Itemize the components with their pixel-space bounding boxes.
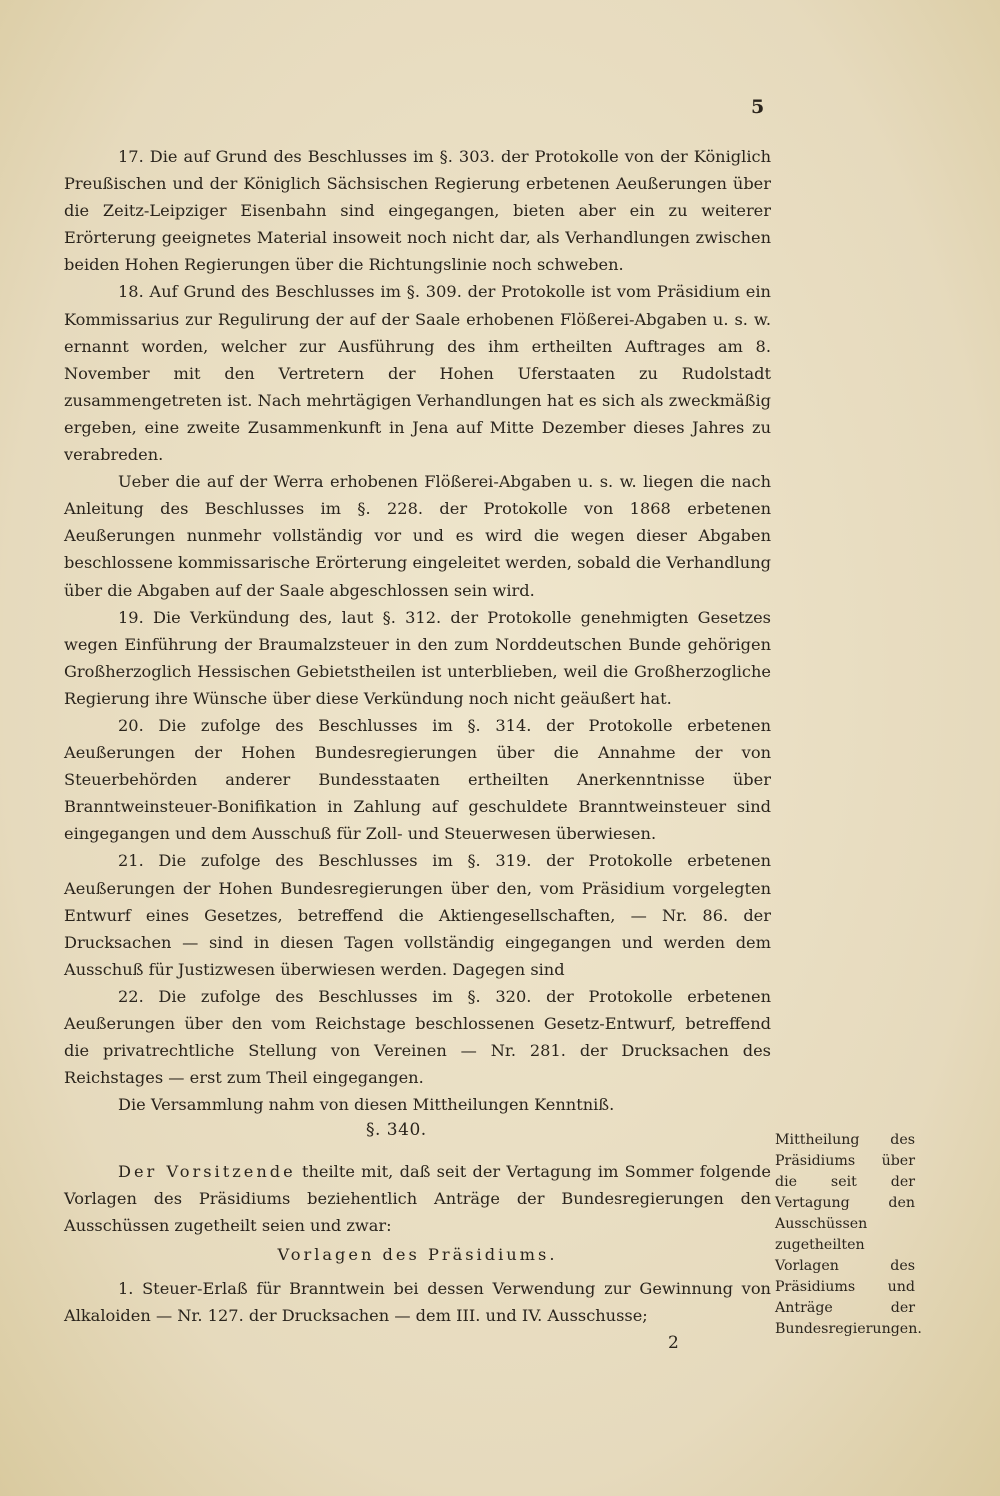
margin-note: Mittheilung des Präsidiums über die seit der Vertagung den Ausschüssen zugetheilten Vorlagen des Präsidiums und Anträge der Bundesregierungen. xyxy=(775,1132,922,1337)
paragraph-closing: Die Versammlung nahm von diesen Mittheilungen Kenntniß. xyxy=(118,1095,615,1115)
speaker-label: Der Vorsitzende xyxy=(118,1162,296,1181)
section-intro xyxy=(64,1158,771,1239)
intro-paragraph xyxy=(64,1158,771,1239)
intro-text: theilte mit, daß seit der Vertagung im Sommer folgende Vorlagen des Präsidiums beziehentlich Anträge der Bundesregierungen den Ausschüssen zugetheilt seien und zwar: xyxy=(64,1162,771,1236)
signature-mark: 2 xyxy=(668,1333,679,1353)
paragraph-17: 17. Die auf Grund des Beschlusses im §. 303. der Protokolle von der Königlich Preußischen und der Königlich Sächsischen Regierung erbetenen Aeußerungen über die Zeitz-Leipziger Eisenbahn sind eingegangen, bieten aber ein zu weiterer Erörterung geeignetes Material insoweit noch nicht dar, als Verhandlungen zwischen beiden Hohen Regierungen über die Richtungslinie noch schweben. xyxy=(64,147,771,275)
paragraph-20: 20. Die zufolge des Beschlusses im §. 314. der Protokolle erbetenen Aeußerungen der Hohen Bundesregierungen über die Annahme der von Steuerbehörden anderer Bundesstaaten ertheilten Anerkenntnisse über Branntweinsteuer-Bonifikation in Zahlung auf geschuldete Branntweinsteuer sind eingegangen und dem Ausschuß für Zoll- und Steuerwesen überwiesen. xyxy=(64,715,771,844)
paragraph-19: 19. Die Verkündung des, laut §. 312. der Protokolle genehmigten Gesetzes wegen Einführung der Braumalzsteuer in den zum Norddeutschen Bunde gehörigen Großherzoglich Hessischen Gebietstheilen ist unterblieben, weil die Großherzogliche Regierung ihre Wünsche über diese Verkündung noch nicht geäußert hat. xyxy=(64,607,771,708)
paragraph-21: 21. Die zufolge des Beschlusses im §. 319. der Protokolle erbetenen Aeußerungen der Hohen Bundesregierungen über den, vom Präsidium vorgelegten Entwurf eines Gesetzes, betreffend die Aktiengesellschaften, — Nr. 86. der Drucksachen — sind in diesen Tagen vollständig eingegangen und werden dem Ausschuß für Justizwesen überwiesen werden. Dagegen sind xyxy=(64,851,771,979)
subheading: Vorlagen des Präsidiums. xyxy=(277,1245,558,1264)
body-text xyxy=(64,143,771,1118)
list-item-1: 1. Steuer-Erlaß für Branntwein bei dessen Verwendung zur Gewinnung von Alkaloiden — Nr. 127. der Drucksachen — dem III. und IV. Ausschusse; xyxy=(64,1279,771,1326)
paragraph-22: 22. Die zufolge des Beschlusses im §. 320. der Protokolle erbetenen Aeußerungen über den vom Reichstage beschlossenen Gesetz-Entwurf, betreffend die privatrechtliche Stellung von Vereinen — Nr. 281. der Drucksachen des Reichstages — erst zum Theil eingegangen. xyxy=(64,986,771,1088)
paragraph-18: 18. Auf Grund des Beschlusses im §. 309. der Protokolle ist vom Präsidium ein Kommissarius zur Regulirung der auf der Saale erhobenen Flößerei-Abgaben u. s. w. ernannt worden, welcher zur Ausführung des ihm ertheilten Auftrages am 8. November mit den Vertretern der Hohen Uferstaaten zu Rudolstadt zusammengetreten ist. Nach mehrtägigen Verhandlungen hat es sich als zweckmäßig ergeben, eine zweite Zusammenkunft in Jena auf Mitte Dezember dieses Jahres zu verabreden. xyxy=(64,282,771,465)
list-item xyxy=(64,1275,771,1329)
paragraph-werra: Ueber die auf der Werra erhobenen Flößerei-Abgaben u. s. w. liegen die nach Anleitung des Beschlusses im §. 228. der Protokolle von 1868 erbetenen Aeußerungen nunmehr vollständig vor und es wird die wegen dieser Abgaben beschlossene kommissarische Erörterung eingeleitet werden, sobald die Verhandlung über die Abgaben auf der Saale abgeschlossen sein wird. xyxy=(64,472,771,600)
page-number: 5 xyxy=(751,96,765,118)
section-heading: §. 340. xyxy=(366,1120,427,1140)
